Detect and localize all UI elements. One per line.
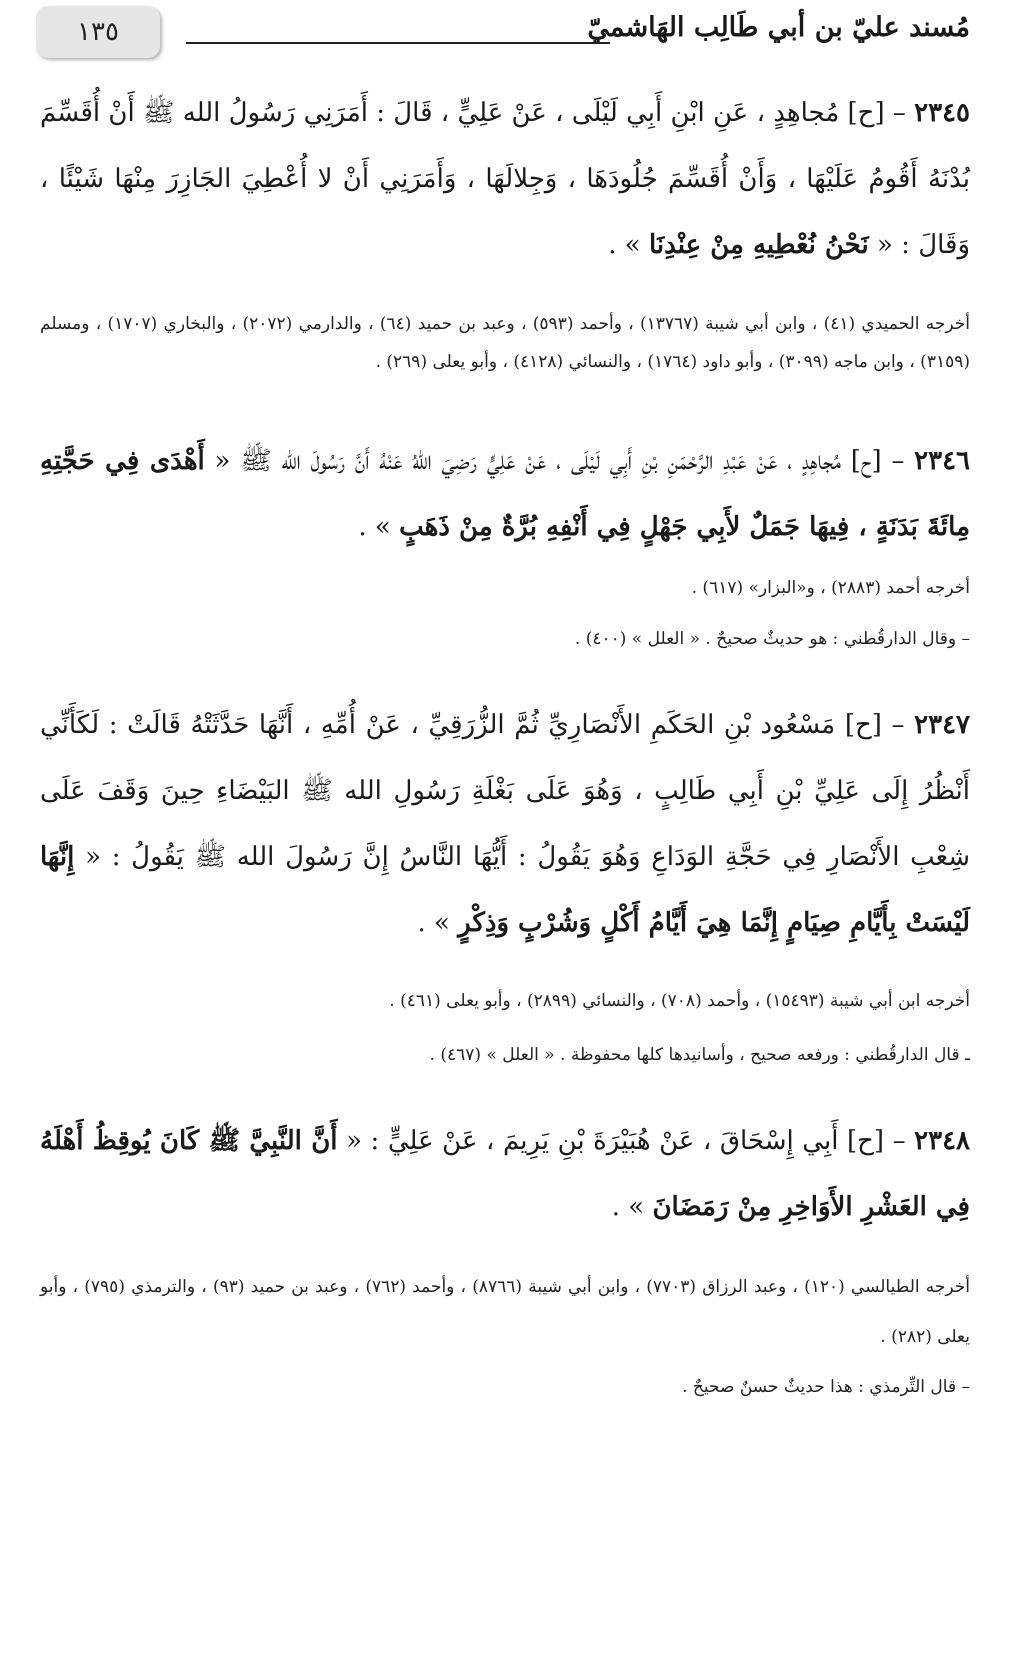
comment-2347: ـ قال الدارقُطني : ورفعه صحيح ، وأسانيدها كلها محفوظة . « العلل » (٤٦٧) . [429,1045,970,1065]
comment-2348: – قال التِّرمذي : هذا حديثٌ حسنٌ صحيحٌ . [682,1377,970,1397]
hadith-end: » . [358,512,391,542]
page-number: ١٣٥ [77,17,119,47]
page-header [36,6,970,62]
hadith-quote: أَنَّ النَّبِيَّ ﷺ كَانَ يُوقِظُ أَهْلَهُ فِي العَشْرِ الأَوَاخِرِ مِنْ رَمَضَانَ [40,1126,970,1222]
hadith-text: – [ح] مُجاهِدٍ ، عَنْ عَبْدِ الرَّحْمَنِ بْنِ أَبِي لَيْلَى ، عَنْ عَلِيٍّ رَضِيَ اللهُ عَنْهُ أَنَّ رَسُولَ الله ﷺ « [214,446,905,476]
running-title: مُسند عليّ بن أبي طَالِب الهَاشميّ [587,12,970,43]
takhrij-2348: أخرجه الطيالسي (١٢٠) ، وعبد الرزاق (٧٧٠٣) ، وابن أبي شيبة (٨٧٦٦) ، وأحمد (٧٦٢) ، وعبد بن حميد (٩٣) ، والترمذي (٧٩٥) ، وأبو يعلى (٢٨٢) . [40,1277,971,1347]
hadith-end: » . [611,1192,645,1222]
hadith-quote: إِنَّهَا لَيْسَتْ بِأَيَّامِ صِيَامٍ إِنَّمَا هِيَ أَيَّامُ أَكْلٍ وَشُرْبٍ وَذِكْرٍ [40,842,970,938]
hadith-number: ٢٣٤٥ [914,98,971,128]
hadith-number: ٢٣٤٧ [914,710,971,740]
hadith-text: – [ح] مَسْعُود بْنِ الحَكَمِ الأَنْصَارِيِّ ثُمَّ الزُّرَقِيِّ ، عَنْ أُمِّهِ ، أَنَّهَا حَدَّثَتْهُ قَالَتْ : لَكَأَنِّي أَنْظُرُ إِلَى عَلِيِّ بْنِ أَبِي طَالِبٍ ، وَهُوَ عَلَى بَغْلَةِ رَسُولِ الله ﷺ البَيْضَاءِ حِينَ وَقَفَ عَلَى شِعْبِ الأَنْصَارِ فِي حَجَّةِ الوَدَاعِ وَهُوَ يَقُولُ : أَيُّهَا النَّاسُ إِنَّ رَسُولَ الله ﷺ يَقُولُ : « [40,710,971,872]
hadith-end: » . [417,908,450,938]
hadith-number: ٢٣٤٨ [914,1126,970,1156]
hadith-quote: أَهْدَى فِي حَجَّتِهِ مِائَةَ بَدَنَةٍ ، فِيهَا جَمَلٌ لأَبِي جَهْلٍ فِي أَنْفِهِ بُرَّةٌ مِنْ ذَهَبٍ [40,446,970,542]
takhrij-2347: أخرجه ابن أبي شيبة (١٥٤٩٣) ، وأحمد (٧٠٨) ، والنسائي (٢٨٩٩) ، وأبو يعلى (٤٦١) . [389,991,970,1011]
hadith-quote: نَحْنُ نُعْطِيهِ مِنْ عِنْدِنَا [648,230,869,260]
hadith-2346 [40,428,970,560]
takhrij-2345: أخرجه الحميدي (٤١) ، وابن أبي شيبة (١٣٧٦٧) ، وأحمد (٥٩٣) ، وعبد بن حميد (٦٤) ، والدارمي (٢٠٧٢) ، والبخاري (١٧٠٧) ، ومسلم (٣١٥٩) ، وابن ماجه (٣٠٩٩) ، وأبو داود (١٧٦٤) ، والنسائي (٤١٢٨) ، وأبو يعلى (٢٦٩) . [40,314,971,372]
hadith-text: – [ح] مُجاهِدٍ ، عَنِ ابْنِ أَبِي لَيْلَى ، عَنْ عَلِيٍّ ، قَالَ : أَمَرَنِي رَسُولُ الله ﷺ أَنْ أُقَسِّمَ بُدْنَهُ أَقُومُ عَلَيْهَا ، وَأَنْ أُقَسِّمَ جُلُودَهَا ، وَجِلالَهَا ، وَأَمَرَنِي أَنْ لا أُعْطِيَ الجَازِرَ مِنْهَا شَيْئًا ، وَقَالَ : « [40,98,970,260]
page-number-badge [36,6,160,58]
hadith-text: – [ح] أَبِي إِسْحَاقَ ، عَنْ هُبَيْرَةَ بْنِ يَرِيمَ ، عَنْ عَلِيٍّ : « [346,1126,906,1156]
header-rule [186,42,610,44]
hadith-number: ٢٣٤٦ [914,446,971,476]
hadith-2348 [40,1108,970,1240]
takhrij-2346: أخرجه أحمد (٢٨٨٣) ، و«البزار» (٦١٧) . [691,578,970,598]
hadith-2345 [40,80,970,278]
comment-2346: – وقال الدارقُطني : هو حديثٌ صحيحٌ . « العلل » (٤٠٠) . [574,629,970,649]
hadith-2347 [40,692,970,956]
hadith-end: » . [608,230,641,260]
